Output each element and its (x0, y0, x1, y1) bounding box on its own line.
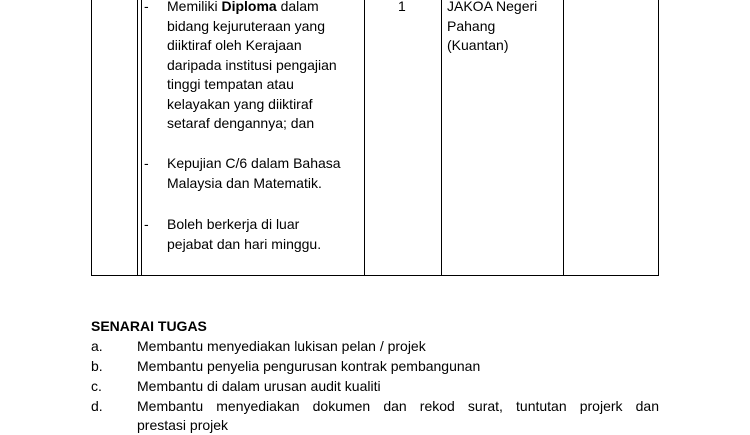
requirement-line: Memiliki Diploma dalam (167, 0, 319, 14)
requirement-line: diiktiraf oleh Kerajaan (167, 37, 302, 53)
requirement-text (167, 215, 377, 254)
requirement-line: kelayakan yang diiktiraf (167, 95, 313, 112)
duty-letter: a. (91, 338, 103, 354)
requirement-dash: - (144, 0, 149, 14)
duty-text (137, 377, 659, 396)
quantity-cell: 1 (398, 0, 406, 14)
requirement-line: tinggi tempatan atau (167, 76, 294, 92)
requirement-line: setaraf dengannya; dan (167, 115, 315, 131)
requirement-line: bidang kejuruteraan yang (167, 17, 326, 34)
duty-line: Membantu menyediakan lukisan pelan / projek (137, 338, 426, 354)
requirement-text (167, 0, 377, 134)
table-column-divider (441, 0, 442, 275)
duty-letter: b. (91, 358, 103, 374)
duty-text (137, 337, 659, 356)
duty-line: Membantu menyediakan dokumen dan rekod surat, tuntutan projerk dan (137, 398, 659, 414)
duty-line: Membantu di dalam urusan audit kualiti (137, 378, 381, 394)
requirement-line: Boleh berkerja di luar (167, 216, 300, 232)
table-border-bottom (91, 275, 659, 276)
table-border-left (91, 0, 92, 275)
location-line: (Kuantan) (447, 37, 509, 53)
table-column-divider (563, 0, 564, 275)
table-border-right (658, 0, 659, 275)
requirement-line: pejabat dan hari minggu. (167, 235, 322, 252)
requirement-bold-term: Diploma (221, 0, 277, 14)
duty-text (137, 357, 659, 376)
requirement-dash: - (144, 216, 149, 232)
duty-line: Membantu penyelia pengurusan kontrak pembangunan (137, 358, 481, 374)
section-title: SENARAI TUGAS (91, 318, 207, 334)
duty-letter: d. (91, 398, 103, 414)
table-column-divider (141, 0, 142, 275)
location-cell (447, 0, 562, 56)
requirement-line: daripada institusi pengajian (167, 56, 337, 73)
requirement-line: Kepujian C/6 dalam Bahasa (167, 155, 341, 171)
location-line: Pahang (447, 17, 496, 34)
duty-line: prestasi projek (137, 417, 229, 433)
duty-text (137, 397, 659, 435)
table-column-divider (137, 0, 138, 275)
requirement-line: Malaysia dan Matematik. (167, 174, 322, 191)
requirement-dash: - (144, 155, 149, 171)
requirement-text (167, 154, 377, 193)
duty-letter: c. (91, 378, 102, 394)
location-line: JAKOA Negeri (447, 0, 538, 14)
